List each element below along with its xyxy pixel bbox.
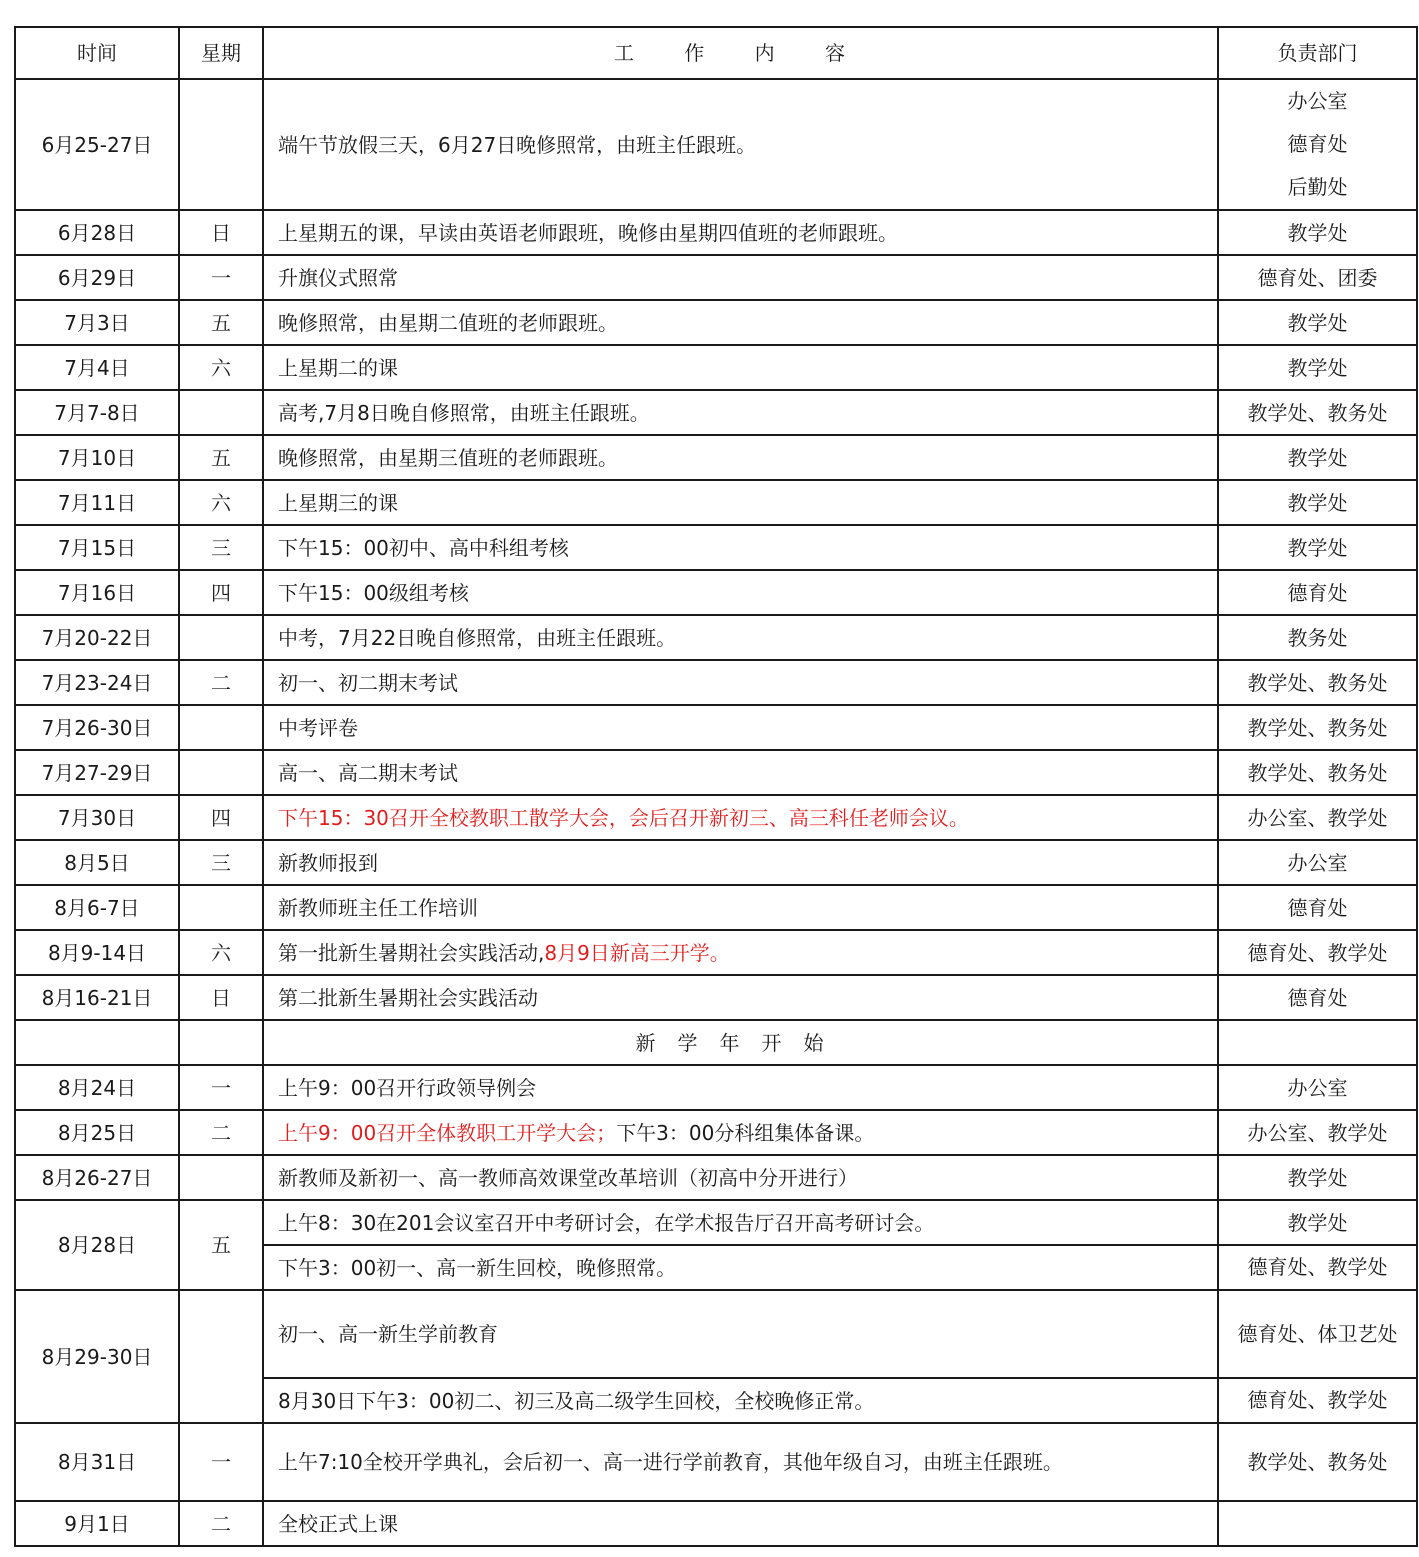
- work-cell: [263, 1423, 1218, 1501]
- work-text-highlight: 下午15：30召开全校教职工散学大会，会后召开新初三、高三科任老师会议。: [278, 805, 969, 830]
- work-text: 高一、高二期末考试: [278, 760, 458, 785]
- work-cell: [263, 930, 1218, 975]
- day-cell: 六: [179, 480, 263, 525]
- work-text: 第二批新生暑期社会实践活动: [278, 985, 538, 1010]
- dept-cell: 教务处: [1218, 615, 1417, 660]
- dept-cell: 教学处: [1218, 300, 1417, 345]
- work-cell: [263, 345, 1218, 390]
- work-text-highlight: 8月9日新高三开学。: [544, 940, 730, 965]
- work-cell: [263, 705, 1218, 750]
- work-text-highlight: 上午9：00召开全体教职工开学大会；: [278, 1120, 617, 1145]
- date-cell: 7月26-30日: [15, 705, 179, 750]
- date-cell: 8月31日: [15, 1423, 179, 1501]
- dept-cell: [1218, 79, 1417, 210]
- work-cell: [263, 1155, 1218, 1200]
- day-cell: 一: [179, 1423, 263, 1501]
- work-text: 上午9：00召开行政领导例会: [278, 1075, 537, 1100]
- dept-cell: 办公室、教学处: [1218, 795, 1417, 840]
- table-row: [15, 750, 1417, 795]
- date-cell: 7月10日: [15, 435, 179, 480]
- work-text: 高考,7月8日晚自修照常，由班主任跟班。: [278, 400, 650, 425]
- work-cell: [263, 615, 1218, 660]
- date-cell: 6月29日: [15, 255, 179, 300]
- date-cell: 7月15日: [15, 525, 179, 570]
- dept-line: 后勤处: [1287, 175, 1348, 199]
- work-cell: [263, 975, 1218, 1020]
- dept-cell: 教学处、教务处: [1218, 390, 1417, 435]
- table-row: [15, 345, 1417, 390]
- day-cell: [179, 705, 263, 750]
- dept-cell: 德育处、教学处: [1218, 1245, 1417, 1290]
- work-cell: [263, 255, 1218, 300]
- work-cell: [263, 300, 1218, 345]
- work-text: 下午15：00初中、高中科组考核: [278, 535, 569, 560]
- work-text: 端午节放假三天，6月27日晚修照常，由班主任跟班。: [278, 132, 757, 157]
- day-cell: 五: [179, 435, 263, 480]
- day-cell: 日: [179, 975, 263, 1020]
- dept-cell: 教学处: [1218, 1155, 1417, 1200]
- day-cell: 一: [179, 255, 263, 300]
- day-cell: [179, 615, 263, 660]
- work-text: 下午15：00级组考核: [278, 580, 469, 605]
- table-row: [15, 975, 1417, 1020]
- day-cell: 二: [179, 1501, 263, 1546]
- date-cell: 8月28日: [15, 1200, 179, 1290]
- table-row: [15, 885, 1417, 930]
- date-cell: 7月7-8日: [15, 390, 179, 435]
- work-cell: [263, 435, 1218, 480]
- day-cell: 三: [179, 840, 263, 885]
- work-cell: [263, 750, 1218, 795]
- day-cell: 二: [179, 1110, 263, 1155]
- table-row: [15, 795, 1417, 840]
- table-row: [15, 255, 1417, 300]
- work-cell: [263, 1501, 1218, 1546]
- date-cell: 7月27-29日: [15, 750, 179, 795]
- date-cell: 6月25-27日: [15, 79, 179, 210]
- header-dept: 负责部门: [1218, 27, 1417, 79]
- dept-cell: 德育处、团委: [1218, 255, 1417, 300]
- work-cell: 新学年开始: [263, 1020, 1218, 1065]
- dept-cell: [1218, 1501, 1417, 1546]
- day-cell: 六: [179, 345, 263, 390]
- header-day: 星期: [179, 27, 263, 79]
- work-cell: [263, 210, 1218, 255]
- work-cell: [263, 390, 1218, 435]
- date-cell: 8月26-27日: [15, 1155, 179, 1200]
- day-cell: 四: [179, 795, 263, 840]
- date-cell: 7月4日: [15, 345, 179, 390]
- work-cell: [263, 480, 1218, 525]
- date-cell: 7月16日: [15, 570, 179, 615]
- day-cell: [179, 1290, 263, 1423]
- table-row: [15, 1501, 1417, 1546]
- table-row: [15, 660, 1417, 705]
- work-cell: [263, 1290, 1218, 1378]
- dept-cell: 教学处: [1218, 525, 1417, 570]
- work-text: 第一批新生暑期社会实践活动,: [278, 940, 545, 965]
- dept-cell: 德育处: [1218, 885, 1417, 930]
- table-row: [15, 1423, 1417, 1501]
- table-row: [15, 210, 1417, 255]
- table-row: [15, 615, 1417, 660]
- dept-line: 德育处: [1287, 132, 1348, 156]
- day-cell: 三: [179, 525, 263, 570]
- dept-cell: [1218, 1020, 1417, 1065]
- work-cell: [263, 1110, 1218, 1155]
- date-cell: 6月28日: [15, 210, 179, 255]
- dept-cell: 德育处、教学处: [1218, 930, 1417, 975]
- work-text: 初一、初二期末考试: [278, 670, 458, 695]
- dept-cell: 教学处: [1218, 435, 1417, 480]
- work-text: 全校正式上课: [278, 1511, 398, 1536]
- date-cell: 7月23-24日: [15, 660, 179, 705]
- day-cell: 六: [179, 930, 263, 975]
- date-cell: 7月20-22日: [15, 615, 179, 660]
- day-cell: 五: [179, 1200, 263, 1290]
- date-cell: 8月6-7日: [15, 885, 179, 930]
- day-cell: 二: [179, 660, 263, 705]
- day-cell: [179, 885, 263, 930]
- schedule-table: [14, 26, 1418, 1547]
- work-text: 上星期三的课: [278, 490, 398, 515]
- dept-cell: 教学处: [1218, 1200, 1417, 1245]
- table-row: [15, 705, 1417, 750]
- table-row: [15, 570, 1417, 615]
- work-text: 上午8：30在201会议室召开中考研讨会，在学术报告厅召开高考研讨会。: [278, 1210, 935, 1235]
- dept-cell: 教学处、教务处: [1218, 705, 1417, 750]
- header-row: [15, 27, 1417, 79]
- table-row: [15, 79, 1417, 210]
- work-cell: [263, 1200, 1218, 1245]
- table-row: [15, 840, 1417, 885]
- dept-cell: 办公室、教学处: [1218, 1110, 1417, 1155]
- date-cell: 9月1日: [15, 1501, 179, 1546]
- table-row: [15, 435, 1417, 480]
- dept-cell: 德育处、体卫艺处: [1218, 1290, 1417, 1378]
- work-text: 新教师班主任工作培训: [278, 895, 478, 920]
- work-text: 中考评卷: [278, 715, 358, 740]
- dept-cell: 德育处、教学处: [1218, 1378, 1417, 1423]
- work-text: 下午3：00分科组集体备课。: [616, 1120, 875, 1145]
- dept-cell: 教学处、教务处: [1218, 1423, 1417, 1501]
- table-row: [15, 1110, 1417, 1155]
- work-text: 初一、高一新生学前教育: [278, 1322, 498, 1346]
- day-cell: 日: [179, 210, 263, 255]
- table-row: [15, 1020, 1417, 1065]
- dept-cell: 教学处、教务处: [1218, 750, 1417, 795]
- dept-cell: 德育处: [1218, 975, 1417, 1020]
- work-cell: [263, 525, 1218, 570]
- work-text: 上星期二的课: [278, 355, 398, 380]
- work-cell: [263, 885, 1218, 930]
- work-text: 上星期五的课，早读由英语老师跟班，晚修由星期四值班的老师跟班。: [278, 220, 898, 245]
- work-text: 新教师报到: [278, 850, 378, 875]
- dept-cell: 教学处: [1218, 210, 1417, 255]
- work-cell: [263, 1065, 1218, 1110]
- day-cell: [179, 1155, 263, 1200]
- table-row: [15, 300, 1417, 345]
- work-text: 中考，7月22日晚自修照常，由班主任跟班。: [278, 625, 677, 650]
- work-cell: [263, 1378, 1218, 1423]
- day-cell: [179, 1020, 263, 1065]
- date-cell: 8月16-21日: [15, 975, 179, 1020]
- day-cell: [179, 750, 263, 795]
- work-text: 升旗仪式照常: [278, 265, 398, 290]
- header-date: 时间: [15, 27, 179, 79]
- day-cell: [179, 390, 263, 435]
- work-cell: [263, 1245, 1218, 1290]
- dept-cell: 教学处、教务处: [1218, 660, 1417, 705]
- work-text: 新教师及新初一、高一教师高效课堂改革培训（初高中分开进行）: [278, 1165, 858, 1190]
- work-text: 晚修照常，由星期二值班的老师跟班。: [278, 310, 618, 335]
- date-cell: 8月29-30日: [15, 1290, 179, 1423]
- date-cell: 8月25日: [15, 1110, 179, 1155]
- day-cell: 一: [179, 1065, 263, 1110]
- table-row: [15, 1155, 1417, 1200]
- date-cell: 8月24日: [15, 1065, 179, 1110]
- dept-cell: 办公室: [1218, 1065, 1417, 1110]
- work-cell: [263, 660, 1218, 705]
- date-cell: 7月11日: [15, 480, 179, 525]
- header-work: 工 作 内 容: [263, 27, 1218, 79]
- work-cell: [263, 79, 1218, 210]
- work-text: 上午7:10全校开学典礼，会后初一、高一进行学前教育，其他年级自习，由班主任跟班。: [278, 1450, 1063, 1474]
- date-cell: 8月9-14日: [15, 930, 179, 975]
- date-cell: [15, 1020, 179, 1065]
- day-cell: [179, 79, 263, 210]
- work-text: 下午3：00初一、高一新生回校，晚修照常。: [278, 1255, 677, 1280]
- table-row: [15, 930, 1417, 975]
- table-row: [15, 390, 1417, 435]
- work-text: 8月30日下午3：00初二、初三及高二级学生回校，全校晚修正常。: [278, 1388, 875, 1413]
- date-cell: 7月30日: [15, 795, 179, 840]
- day-cell: 五: [179, 300, 263, 345]
- day-cell: 四: [179, 570, 263, 615]
- dept-cell: 教学处: [1218, 480, 1417, 525]
- dept-cell: 德育处: [1218, 570, 1417, 615]
- table-row: [15, 1290, 1417, 1378]
- date-cell: 8月5日: [15, 840, 179, 885]
- work-cell: [263, 795, 1218, 840]
- table-row: [15, 480, 1417, 525]
- date-cell: 7月3日: [15, 300, 179, 345]
- work-text: 晚修照常，由星期三值班的老师跟班。: [278, 445, 618, 470]
- table-row: [15, 1065, 1417, 1110]
- table-row: [15, 525, 1417, 570]
- work-cell: [263, 570, 1218, 615]
- dept-line: 办公室: [1287, 89, 1348, 113]
- table-row: [15, 1200, 1417, 1245]
- work-cell: [263, 840, 1218, 885]
- dept-cell: 办公室: [1218, 840, 1417, 885]
- dept-cell: 教学处: [1218, 345, 1417, 390]
